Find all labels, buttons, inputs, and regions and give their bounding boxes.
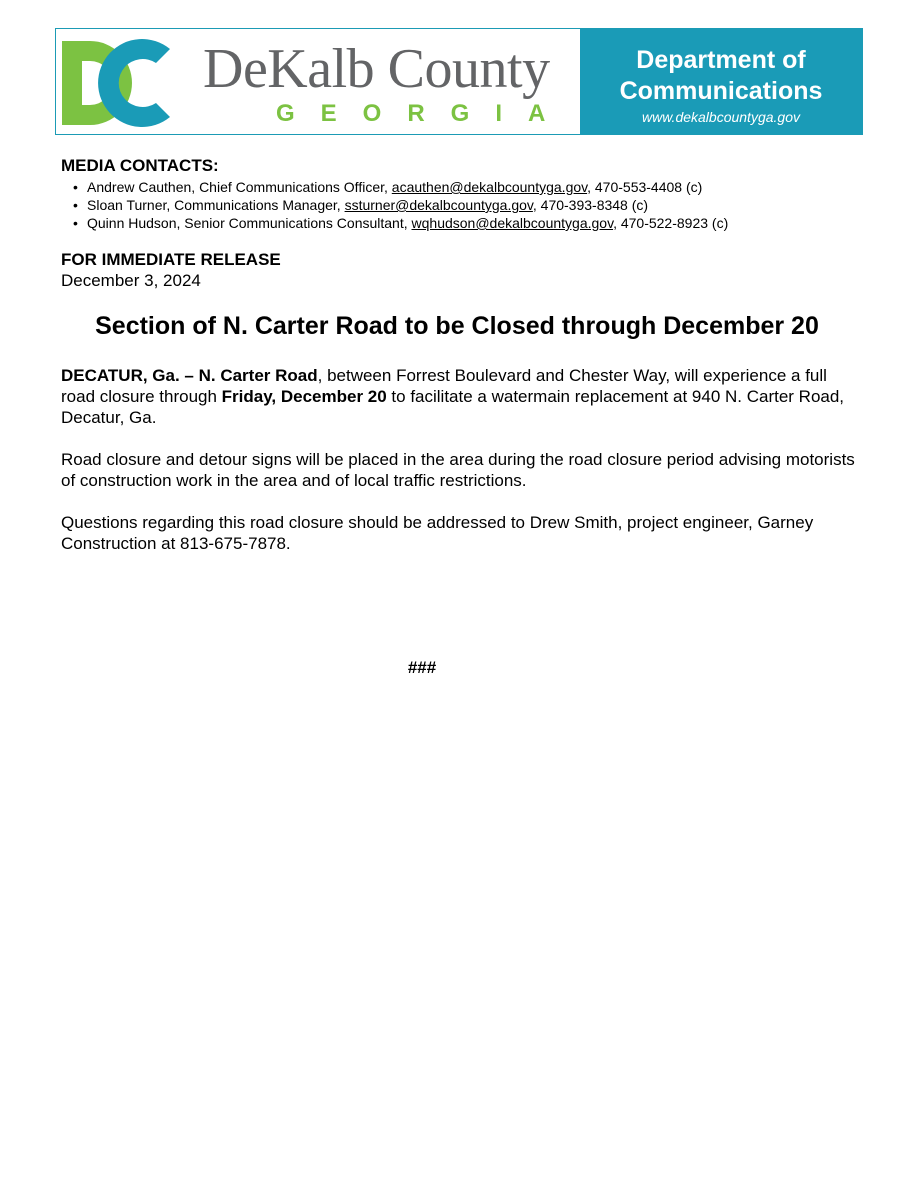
- end-mark: ###: [407, 658, 437, 677]
- paragraph-text: , between Forrest Boulevard and Chester Way, will experience a full road closure through: [61, 366, 827, 406]
- list-item: [60, 178, 728, 196]
- contact-phone: , 470-522-8923 (c): [613, 215, 729, 231]
- body-paragraph-2: Road closure and detour signs will be placed in the area during the road closure period advising motorists of construction work in the area and of local traffic restrictions.: [61, 450, 855, 490]
- dekalb-logo: [60, 35, 172, 129]
- county-state: GEORGIA: [276, 100, 572, 127]
- department-title: Department of Communications: [619, 46, 823, 105]
- media-contacts-list: [60, 178, 728, 232]
- road-name: N. Carter Road: [198, 366, 318, 385]
- bullet-icon: •: [73, 215, 78, 231]
- list-item: [60, 196, 728, 214]
- release-date: December 3, 2024: [61, 271, 201, 290]
- contact-phone: , 470-393-8348 (c): [532, 197, 649, 213]
- contact-phone: , 470-553-4408 (c): [587, 179, 703, 195]
- media-contacts-heading: MEDIA CONTACTS:: [61, 156, 219, 175]
- body-paragraph-3: Questions regarding this road closure should be addressed to Drew Smith, project engineer, Garney Construction at 813-675-7878.: [61, 513, 814, 553]
- contact-email-link[interactable]: ssturner@dekalbcountyga.gov: [344, 197, 533, 213]
- headline: Section of N. Carter Road to be Closed through December 20: [95, 312, 819, 340]
- department-box: [580, 29, 862, 134]
- county-name: DeKalb County: [203, 38, 550, 100]
- closure-end-date: Friday, December 20: [221, 387, 387, 406]
- list-item: [60, 214, 728, 232]
- header-banner: [55, 28, 863, 135]
- paragraph-text: to facilitate a watermain replacement at 940 N. Carter Road, Decatur, Ga.: [61, 387, 845, 427]
- contact-email-link[interactable]: wqhudson@dekalbcountyga.gov: [411, 215, 614, 231]
- bullet-icon: •: [73, 197, 78, 213]
- contact-info: Quinn Hudson, Senior Communications Consultant,: [87, 215, 412, 231]
- contact-email-link[interactable]: acauthen@dekalbcountyga.gov: [391, 179, 588, 195]
- release-label: FOR IMMEDIATE RELEASE: [61, 250, 281, 269]
- bullet-icon: •: [73, 179, 78, 195]
- contact-info: Sloan Turner, Communications Manager,: [87, 197, 345, 213]
- contact-info: Andrew Cauthen, Chief Communications Officer,: [87, 179, 392, 195]
- body-paragraph-1: [61, 365, 861, 428]
- dateline: DECATUR, Ga. –: [61, 366, 199, 385]
- department-website[interactable]: www.dekalbcountyga.gov: [642, 109, 800, 125]
